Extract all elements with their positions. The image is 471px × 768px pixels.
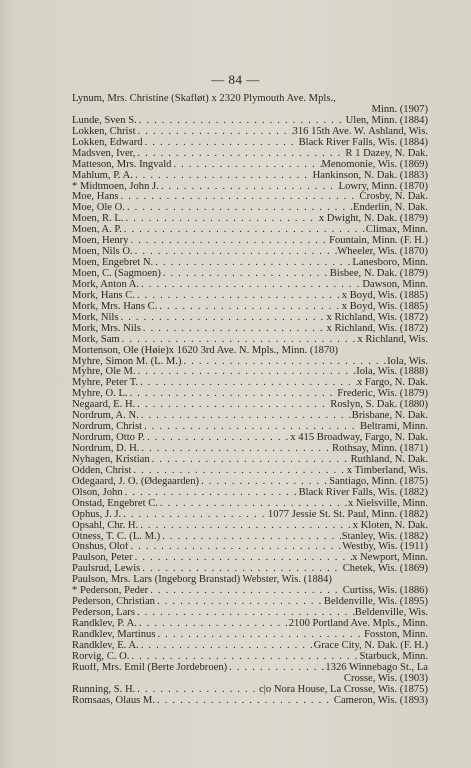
- entry-line: [72, 696, 428, 707]
- entry-line: [72, 160, 428, 171]
- directory-entry: [72, 597, 428, 608]
- entry-place: x Dwight, N. Dak. (1879): [318, 214, 428, 225]
- entry-line: [72, 411, 428, 422]
- entry-place: Grace City, N. Dak. (F. H.): [313, 640, 428, 651]
- entry-place: Menomonie, Wis. (1869): [321, 159, 428, 170]
- entry-line: [72, 510, 428, 521]
- entry-place: Westby, Wis. (1911): [342, 542, 428, 553]
- entry-name: Nyhagen, Kristian: [72, 454, 150, 465]
- directory-entry: [72, 488, 428, 499]
- entry-place: Rothsay, Minn. (1871): [332, 444, 428, 454]
- leader-dots: [133, 553, 352, 564]
- entry-line: [72, 225, 428, 236]
- entry-name: Mork, Hans C.: [72, 290, 135, 301]
- entry-name: Paulsrud, Lewis: [72, 564, 141, 575]
- leader-dots: [136, 127, 293, 138]
- entry-place: Black River Falls, Wis. (1882): [298, 487, 428, 498]
- directory-entry: [72, 280, 428, 291]
- leader-dots: [143, 138, 299, 149]
- entry-place: Ruthland, N. Dak.: [350, 454, 428, 465]
- entry-place: x Newport, Minn.: [352, 553, 428, 564]
- directory-entry: [72, 127, 428, 138]
- directory-entry: [72, 214, 428, 225]
- entry-line: [72, 313, 428, 324]
- entry-continuation: Crosse, Wis. (1903): [343, 672, 428, 684]
- leader-dots: [135, 685, 259, 696]
- directory-entry: [72, 335, 428, 346]
- directory-entry: [72, 182, 428, 193]
- leader-dots: [181, 357, 387, 368]
- directory-entry: [72, 291, 428, 302]
- entry-name: Mahlum, P. A.: [72, 170, 133, 181]
- leader-dots: [138, 521, 352, 532]
- entry-line: [72, 400, 428, 411]
- entry-place: x Boyd, Wis. (1885): [341, 290, 428, 301]
- leader-dots: [119, 192, 360, 203]
- entry-line: [72, 138, 428, 149]
- leader-dots: [129, 652, 359, 663]
- entry-name: Myhre, Simon M. (L. M.): [72, 356, 182, 367]
- entry-line: [72, 630, 428, 641]
- leader-dots: [120, 335, 358, 346]
- leader-dots: [139, 411, 352, 422]
- entry-place: Santiago, Minn. (1875): [329, 476, 428, 487]
- entry-line: [72, 182, 428, 193]
- entry-place: Crosby, N. Dak.: [359, 192, 428, 203]
- entry-line: [72, 608, 428, 619]
- entry-place: Brisbane, N. Dak.: [351, 411, 428, 422]
- entry-line: [72, 203, 428, 214]
- leader-dots: [121, 510, 268, 521]
- entry-line: [72, 564, 428, 575]
- entry-place: Hankinson, N. Dak. (1883): [312, 170, 428, 181]
- directory-entry: [72, 455, 428, 466]
- entry-place: c|o Nora House, La Crosse, Wis. (1875): [259, 684, 428, 695]
- directory-entry: [72, 444, 428, 455]
- entry-continuation: Minn. (1907): [371, 103, 428, 115]
- entry-place: Beldenville, Wis.: [354, 608, 428, 619]
- entry-place: Enderlin, N. Dak.: [352, 203, 428, 214]
- entry-name: Nordrum, A. N.: [72, 411, 139, 422]
- entry-name: Lokken, Christ: [72, 126, 136, 137]
- entry-line: [72, 542, 428, 553]
- leader-dots: [122, 225, 366, 236]
- leader-dots: [135, 608, 355, 619]
- leader-dots: [141, 324, 327, 335]
- entry-place: x Richland, Wis. (1872): [326, 323, 428, 334]
- directory-entry: [72, 433, 428, 444]
- entry-place: Curtiss, Wis. (1886): [342, 586, 428, 597]
- entry-place: x Boyd, Wis. (1885): [341, 301, 428, 312]
- entry-name: Mortenson, Ole (Høie)x 1620 3rd Ave. N. Mpls., Minn. (1870): [72, 345, 339, 356]
- entry-name: Ruoff, Mrs. Emil (Berte Jordebroen): [72, 662, 228, 673]
- leader-dots: [139, 444, 332, 455]
- entry-place: Lowry, Minn. (1870): [338, 181, 428, 192]
- entry-line: [72, 335, 428, 346]
- entry-name: Moen, Henry: [72, 236, 129, 247]
- leader-dots: [133, 247, 338, 258]
- directory-entry: [72, 521, 428, 532]
- directory-entry: [72, 346, 428, 357]
- entry-name: Lynum, Mrs. Christine (Skafløt) x 2320 Plymouth Ave. Mpls.,: [72, 94, 336, 104]
- leader-dots: [158, 499, 348, 510]
- entry-place: Ulen, Minn. (1884): [345, 115, 428, 126]
- entry-name: Myhre, Peter T.: [72, 378, 139, 389]
- directory-entry: [72, 378, 428, 389]
- entry-line: [72, 236, 428, 247]
- entry-line: [72, 477, 428, 488]
- directory-entry: [72, 357, 428, 368]
- directory-entry: [72, 499, 428, 510]
- entry-name: Nordrum, Christ: [72, 422, 143, 433]
- leader-dots: [150, 455, 351, 466]
- leader-dots: [140, 564, 342, 575]
- leader-dots: [142, 422, 360, 433]
- entry-line: [72, 171, 428, 182]
- entry-address: 1077 Jessie St.: [267, 509, 331, 520]
- leader-dots: [135, 400, 330, 411]
- entry-name: Randklev, P. A.: [72, 619, 137, 629]
- entry-line: [72, 149, 428, 160]
- leader-dots: [155, 630, 364, 641]
- directory-entry: [72, 138, 428, 149]
- entry-name: Myhre, Ole M.: [72, 367, 136, 378]
- leader-dots: [137, 619, 289, 630]
- directory-entry: [72, 389, 428, 400]
- entry-place: Lanesboro, Minn.: [352, 258, 428, 269]
- entry-place: Beltrami, Minn.: [360, 422, 428, 433]
- entry-name: Mork, Nils: [72, 312, 119, 323]
- leader-dots: [135, 149, 345, 160]
- entry-name: Pederson, Lars: [72, 608, 135, 619]
- entry-name: Pederson, Christian: [72, 597, 155, 608]
- directory-entry: [72, 532, 428, 543]
- directory-entry: [72, 302, 428, 313]
- directory-entries: [72, 94, 428, 707]
- directory-entry: [72, 400, 428, 411]
- directory-entry: [72, 652, 428, 663]
- entry-place: x Nielsville, Minn.: [347, 498, 428, 509]
- entry-name: Randklev, Martinus: [72, 629, 156, 640]
- directory-entry: [72, 258, 428, 269]
- entry-place: Dawson, Minn.: [362, 279, 428, 290]
- directory-entry: [72, 269, 428, 280]
- leader-dots: [139, 641, 314, 652]
- directory-entry: [72, 477, 428, 488]
- directory-entry: [72, 553, 428, 564]
- entry-line: [72, 346, 428, 357]
- entry-name: Onstad, Engebret C.: [72, 498, 158, 509]
- directory-entry: [72, 696, 428, 707]
- entry-line: [72, 357, 428, 368]
- leader-dots: [161, 269, 330, 280]
- entry-line: [72, 367, 428, 378]
- entry-place: Iola, Wis.: [387, 356, 428, 367]
- entry-name: Nordrum, D. H.: [72, 444, 140, 454]
- leader-dots: [157, 302, 341, 313]
- entry-line: [72, 641, 428, 652]
- entry-line: [72, 302, 428, 313]
- entry-line: [72, 466, 428, 477]
- entry-name: Moen, R. L.: [72, 214, 124, 225]
- entry-line: [72, 532, 428, 543]
- entry-name: Opsahl, Chr. H.: [72, 520, 139, 531]
- entry-place: 1326 Winnebago St., La: [325, 662, 428, 673]
- directory-entry: [72, 641, 428, 652]
- entry-line: [72, 652, 428, 663]
- entry-place: R 1 Dazey, N. Dak.: [345, 148, 428, 159]
- entry-name: Lokken, Edward: [72, 137, 143, 148]
- directory-entry: [72, 411, 428, 422]
- entry-place: Ashland, Wis.: [368, 126, 428, 137]
- entry-line: [72, 192, 428, 203]
- leader-dots: [129, 542, 343, 553]
- entry-place: x Timberland, Wis.: [346, 465, 428, 476]
- leader-dots: [135, 291, 342, 302]
- leader-dots: [227, 663, 325, 674]
- entry-name: Mork, Mrs. Nils: [72, 323, 141, 334]
- entry-name: Mork, Anton A.: [72, 279, 140, 290]
- entry-place: Roslyn, S. Dak. (1880): [330, 400, 428, 411]
- leader-dots: [125, 203, 353, 214]
- entry-line: [72, 553, 428, 564]
- entry-place: Mpls., Minn.: [372, 619, 428, 629]
- leader-dots: [171, 160, 321, 171]
- directory-entry: [72, 149, 428, 160]
- directory-entry: [72, 367, 428, 378]
- entry-line: [72, 269, 428, 280]
- leader-dots: [148, 586, 342, 597]
- entry-place: x Richland, Wis.: [357, 334, 428, 345]
- entry-address: x 415 Broadway,: [290, 433, 363, 444]
- directory-entry: [72, 685, 428, 696]
- leader-dots: [131, 466, 346, 477]
- leader-dots: [155, 597, 324, 608]
- entry-name: Running, S. H.: [72, 684, 136, 695]
- leader-dots: [123, 488, 299, 499]
- directory-entry: [72, 203, 428, 214]
- leader-dots: [145, 433, 290, 444]
- entry-place: x Richland, Wis. (1872): [326, 312, 428, 323]
- directory-entry: [72, 466, 428, 477]
- entry-name: Madsven, Iver,: [72, 148, 136, 159]
- entry-name: Lunde, Sven S.: [72, 115, 137, 126]
- leader-dots: [137, 116, 346, 127]
- entry-place: Starbuck, Minn.: [359, 651, 428, 662]
- entry-name: Myhre, O. L.: [72, 389, 128, 400]
- directory-entry: [72, 542, 428, 553]
- leader-dots: [160, 532, 341, 543]
- entry-line: [72, 455, 428, 466]
- directory-entry: [72, 225, 428, 236]
- entry-place: Frederic, Wis. (1879): [337, 389, 428, 400]
- directory-entry: [72, 510, 428, 521]
- leader-dots: [119, 313, 327, 324]
- entry-line: [72, 258, 428, 269]
- entry-place: x Fargo, N. Dak.: [356, 378, 428, 389]
- entry-place: Iola, Wis. (1888): [356, 367, 428, 378]
- entry-line: [72, 247, 428, 258]
- entry-name: Olson, John: [72, 487, 123, 498]
- entry-place: x Kloten, N. Dak.: [352, 520, 428, 531]
- entry-name: Mork, Sam: [72, 334, 120, 345]
- entry-place: Black River Falls, Wis. (1884): [298, 137, 428, 148]
- entry-place: Bisbee, N. Dak. (1879): [329, 269, 428, 279]
- entry-line: [72, 499, 428, 510]
- leader-dots: [199, 477, 329, 488]
- entry-line: [72, 378, 428, 389]
- entry-place: Fosston, Minn.: [364, 629, 428, 640]
- entry-line: [72, 575, 428, 586]
- entry-place: Chetek, Wis. (1869): [342, 564, 428, 575]
- entry-line: [72, 116, 428, 127]
- entry-line: [72, 280, 428, 291]
- entry-place: Climax, Minn.: [365, 225, 428, 236]
- directory-entry: [72, 586, 428, 597]
- directory-entry: [72, 313, 428, 324]
- directory-entry: [72, 236, 428, 247]
- entry-line: [72, 521, 428, 532]
- entry-name: Nordrum, Otto P.: [72, 433, 145, 444]
- directory-entry: [72, 160, 428, 171]
- entry-place: Cameron, Wis. (1893): [333, 695, 428, 706]
- entry-name: Rorvig, C. O.: [72, 651, 130, 662]
- entry-name: Odegaard, J. O. (Ødegaarden): [72, 476, 200, 487]
- leader-dots: [138, 378, 357, 389]
- entry-name: Mork, Mrs. Hans C.: [72, 301, 158, 312]
- entry-line: [72, 433, 428, 444]
- entry-name: Paulson, Peter: [72, 553, 133, 564]
- directory-entry: [72, 422, 428, 433]
- entry-place: Beldenville, Wis. (1895): [323, 597, 428, 608]
- entry-line: [72, 444, 428, 455]
- entry-name: Moen, C. (Sagmoen): [72, 269, 161, 279]
- entry-line: [72, 619, 428, 630]
- directory-entry: [72, 575, 428, 586]
- directory-entry: [72, 192, 428, 203]
- entry-name: Moen, Engebret N.: [72, 258, 154, 269]
- entry-place: Stanley, Wis. (1882): [341, 531, 428, 542]
- entry-place: Fountain, Minn. (F. H.): [329, 236, 428, 247]
- entry-address: 316 15th Ave. W.: [292, 126, 366, 137]
- entry-name: Negaard, E. H.: [72, 400, 136, 411]
- entry-line: [72, 214, 428, 225]
- entry-line: [72, 389, 428, 400]
- entry-place: St. Paul, Minn. (1882): [333, 509, 428, 520]
- leader-dots: [139, 280, 362, 291]
- leader-dots: [159, 182, 339, 193]
- entry-line: [72, 422, 428, 433]
- leader-dots: [133, 171, 313, 182]
- entry-line: [72, 324, 428, 335]
- entry-name: Matteson, Mrs. Ingvald: [72, 159, 172, 170]
- entry-line: [72, 685, 428, 696]
- entry-name: Moen, Nils O.: [72, 247, 133, 258]
- page-number: — 84 —: [211, 72, 260, 87]
- entry-address: 2100 Portland Ave.: [288, 619, 370, 629]
- directory-entry: [72, 171, 428, 182]
- entry-name: Onshus, Olof: [72, 542, 129, 553]
- directory-entry: [72, 324, 428, 335]
- entry-name: Moe, Ole O.: [72, 203, 125, 214]
- entry-line: [72, 586, 428, 597]
- leader-dots: [128, 389, 338, 400]
- directory-entry: [72, 247, 428, 258]
- directory-entry: [72, 619, 428, 630]
- leader-dots: [155, 696, 334, 707]
- leader-dots: [124, 214, 319, 225]
- entry-name: Ophus, J. J.: [72, 509, 122, 520]
- entry-name: Odden, Christ: [72, 465, 132, 476]
- entry-line: [72, 291, 428, 302]
- directory-entry: [72, 116, 428, 127]
- entry-name: Otness, T. C. (L. M.): [72, 531, 161, 542]
- entry-name: Moen, A. P.: [72, 225, 122, 236]
- entry-name: Paulson, Mrs. Lars (Ingeborg Branstad) Webster, Wis. (1884): [72, 575, 332, 586]
- entry-line: [72, 488, 428, 499]
- directory-entry: [72, 663, 428, 685]
- directory-entry: [72, 94, 428, 116]
- entry-place: Fargo, N. Dak.: [364, 433, 428, 444]
- entry-name: Moe, Hans: [72, 192, 119, 203]
- leader-dots: [129, 236, 330, 247]
- entry-line: [72, 127, 428, 138]
- entry-name: * Pederson, Peder: [72, 586, 149, 597]
- entry-name: * Midtmoen, John J.: [72, 181, 159, 192]
- leader-dots: [136, 367, 357, 378]
- entry-name: Romsaas, Olaus M.: [72, 695, 155, 706]
- directory-entry: [72, 608, 428, 619]
- directory-entry: [72, 630, 428, 641]
- entry-place: Wheeler, Wis. (1870): [337, 247, 428, 258]
- entry-line: [72, 597, 428, 608]
- directory-entry: [72, 564, 428, 575]
- leader-dots: [153, 258, 352, 269]
- entry-name: Randklev, E. A.: [72, 640, 139, 651]
